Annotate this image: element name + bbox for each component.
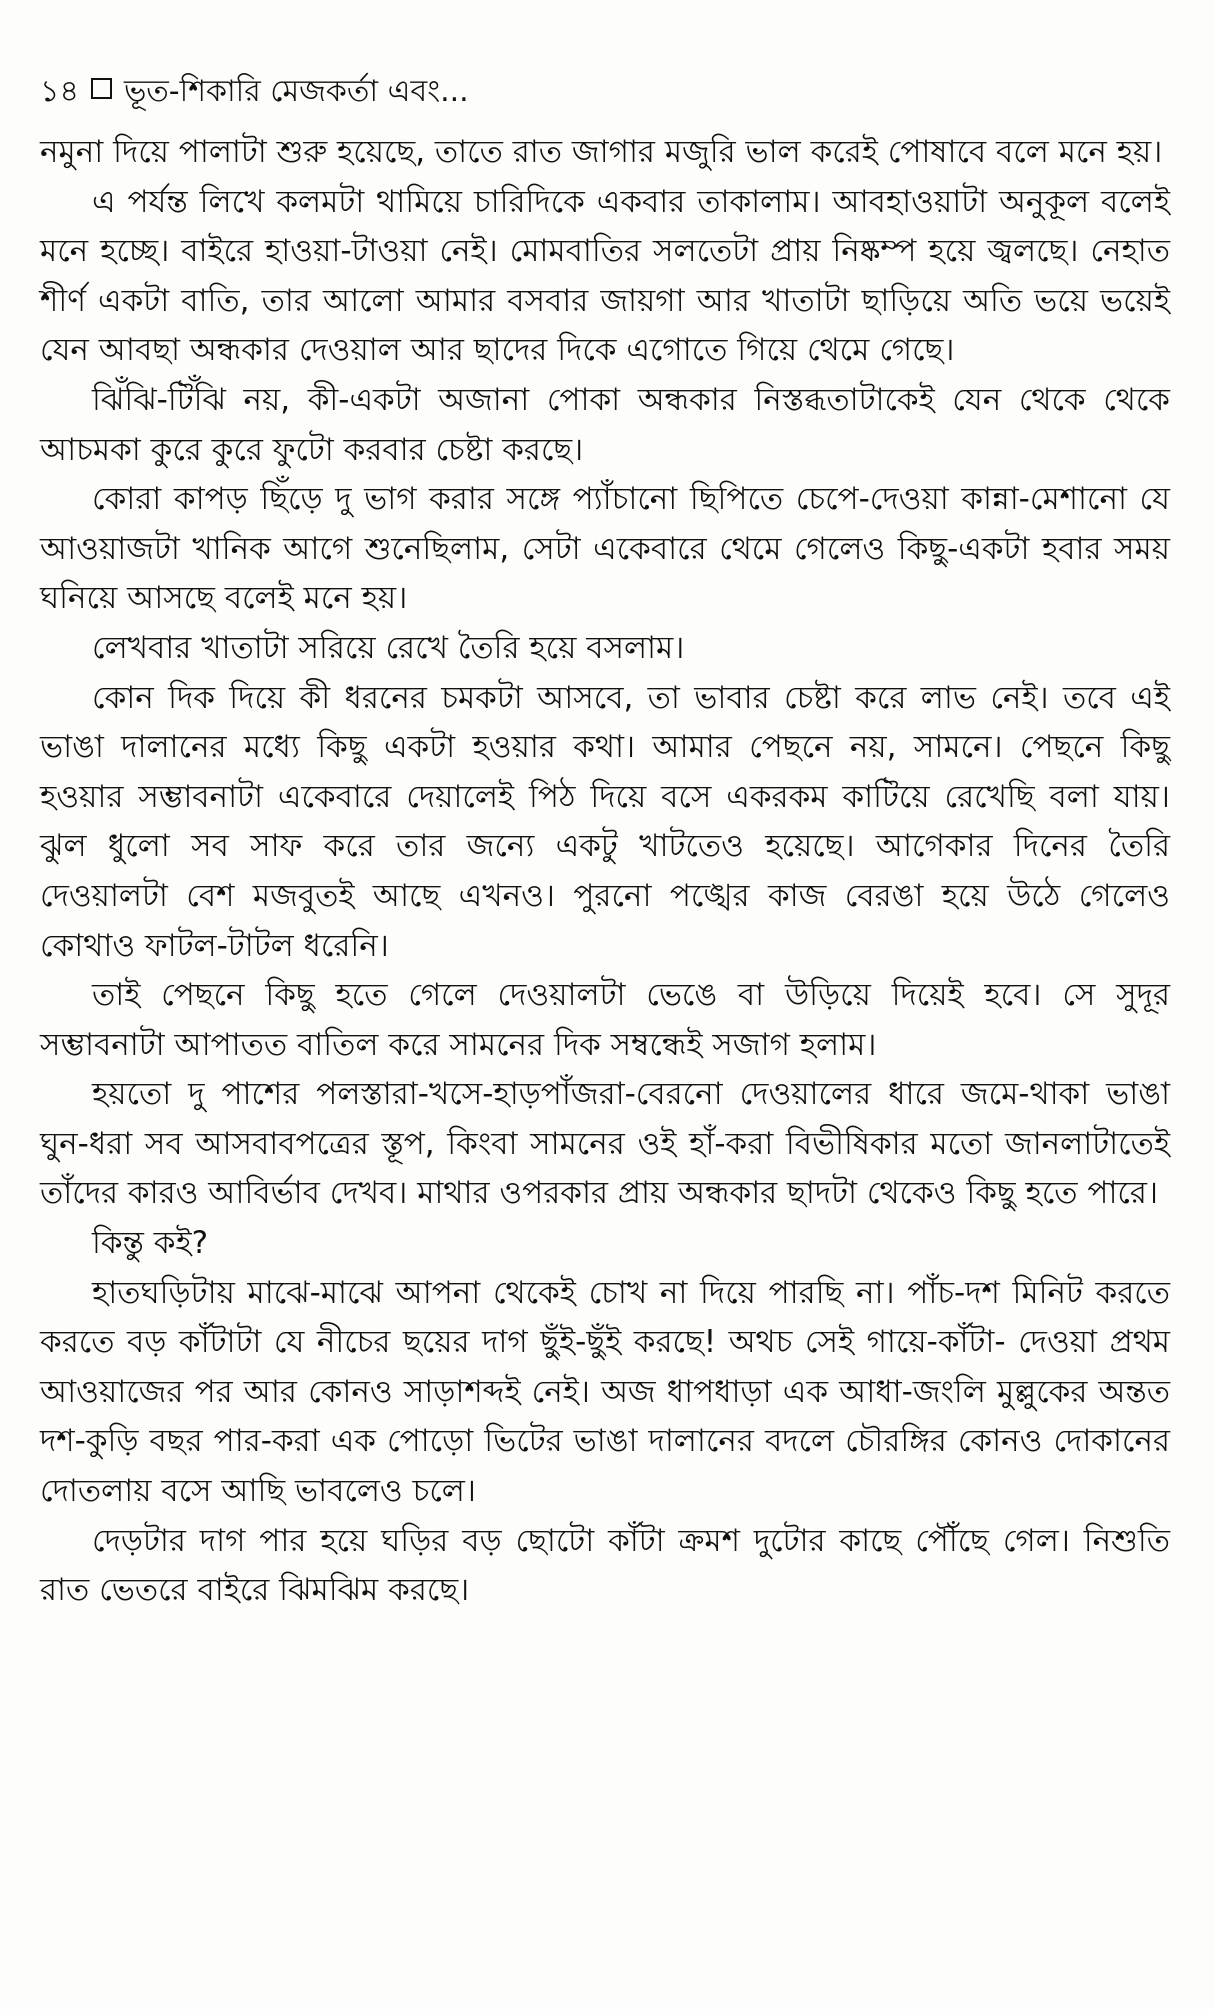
paragraph: কোরা কাপড় ছিঁড়ে দু ভাগ করার সঙ্গে প্যাঁচানো ছিপিতে চেপে-দেওয়া কান্না-মেশানো যে আওয়াজটা খানিক আগে শুনেছিলাম, সেটা একেবারে থেমে গেলেও কিছু-একটা হবার সময় ঘনিয়ে আসছে বলেই মনে হয়।: [40, 481, 1170, 617]
paragraph: ঝিঁঝি-টিঁঝি নয়, কী-একটা অজানা পোকা অন্ধকার নিস্তব্ধতাটাকেই যেন থেকে থেকে আচমকা কুরে কুরে ফুটো করবার চেষ্টা করছে।: [40, 381, 1170, 468]
paragraph: কিন্তু কই?: [92, 1225, 209, 1262]
paragraph: লেখবার খাতাটা সরিয়ে রেখে তৈরি হয়ে বসলাম।: [92, 629, 685, 666]
paragraph: নমুনা দিয়ে পালাটা শুরু হয়েছে, তাতে রাত জাগার মজুরি ভাল করেই পোষাবে বলে মনে হয়।: [40, 134, 1163, 170]
paragraph: তাই পেছনে কিছু হতে গেলে দেওয়ালটা ভেঙে বা উড়িয়ে দিয়েই হবে। সে সুদূর সম্ভাবনাটা আপাতত বাতিল করে সামনের দিক সম্বন্ধেই সজাগ হলাম।: [40, 977, 1170, 1063]
paragraph: হাতঘড়িটায় মাঝে-মাঝে আপনা থেকেই চোখ না দিয়ে পারছি না। পাঁচ-দশ মিনিট করতে করতে বড় কাঁটাটা যে নীচের ছয়ের দাগ ছুঁই-ছুঁই করছে! অথচ সেই গায়ে-কাঁটা- দেওয়া প্রথম আওয়াজের পর আর কোনও সাড়াশব্দই নেই। অজ ধাপধাড়া এক আধা-জংলি মুল্লুকের অন্তত দশ-কুড়ি বছর পার-করা এক পোড়ো ভিটের ভাঙা দালানের বদলে চৌরঙ্গির কোনও দোকানের দোতলায় বসে আছি ভাবলেও চলে।: [40, 1274, 1170, 1510]
paragraph: হয়তো দু পাশের পলস্তারা-খসে-হাড়পাঁজরা-বেরনো দেওয়ালের ধারে জমে-থাকা ভাঙা ঘুন-ধরা সব আসবাবপত্রের স্তূপ, কিংবা সামনের ওই হাঁ-করা বিভীষিকার মতো জানলাটাতেই তাঁদের কারও আবির্ভাব দেখব। মাথার ওপরকার প্রায় অন্ধকার ছাদটা থেকেও কিছু হতে পারে।: [40, 1076, 1170, 1212]
page-header: [40, 72, 469, 112]
paragraph: এ পর্যন্ত লিখে কলমটা থামিয়ে চারিদিকে একবার তাকালাম। আবহাওয়াটা অনুকূল বলেই মনে হচ্ছে। বাইরে হাওয়া-টাওয়া নেই। মোমবাতির সলতেটা প্রায় নিষ্কম্প হয়ে জ্বলছে। নেহাত শীর্ণ একটা বাতি, তার আলো আমার বসবার জায়গা আর খাতাটা ছাড়িয়ে অতি ভয়ে ভয়েই যেন আবছা অন্ধকার দেওয়াল আর ছাদের দিকে এগোতে গিয়ে থেমে গেছে।: [40, 183, 1170, 369]
body-text: [40, 128, 1170, 1616]
paragraph: কোন দিক দিয়ে কী ধরনের চমকটা আসবে, তা ভাবার চেষ্টা করে লাভ নেই। তবে এই ভাঙা দালানের মধ্যে কিছু একটা হওয়ার কথা। আমার পেছনে নয়, সামনে। পেছনে কিছু হওয়ার সম্ভাবনাটা একেবারে দেয়ালেই পিঠ দিয়ে বসে একরকম কাটিয়ে রেখেছি বলা যায়। ঝুল ধুলো সব সাফ করে তার জন্যে একটু খাটতেও হয়েছে। আগেকার দিনের তৈরি দেওয়ালটা বেশ মজবুতই আছে এখনও। পুরনো পঙ্খের কাজ বেরঙা হয়ে উঠে গেলেও কোথাও ফাটল-টাটল ধরেনি।: [40, 679, 1170, 964]
page-number: ১৪: [40, 74, 79, 109]
paragraph: দেড়টার দাগ পার হয়ে ঘড়ির বড় ছোটো কাঁটা ক্রমশ দুটোর কাছে পৌঁছে গেল। নিশুতি রাত ভেতরে বাইরে ঝিমঝিম করছে।: [40, 1522, 1170, 1609]
square-bullet-icon: [91, 78, 112, 99]
running-title: ভূত-শিকারি মেজকর্তা এবং...: [123, 74, 469, 109]
